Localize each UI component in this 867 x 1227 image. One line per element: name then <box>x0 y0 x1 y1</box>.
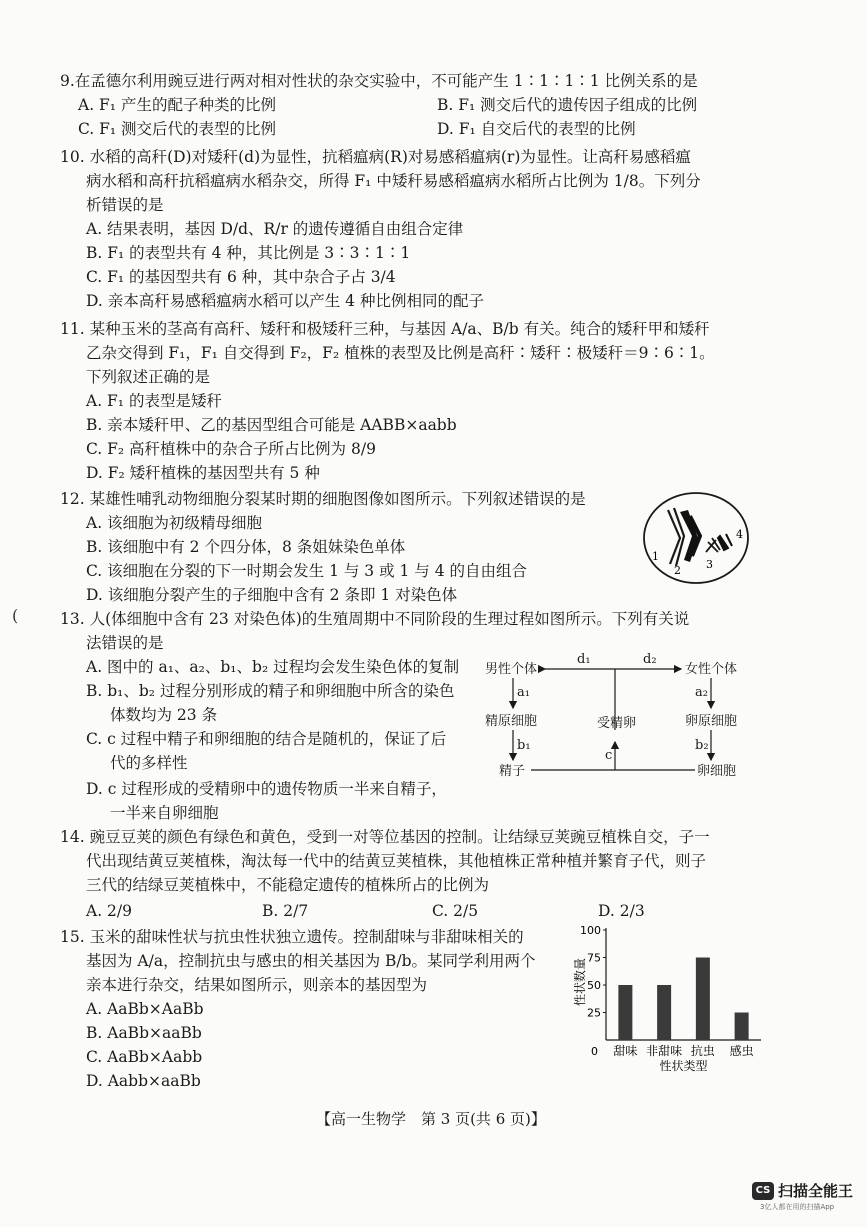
q13-option-d-line1: D. c 过程形成的受精卵中的遗传物质一半来自精子， <box>86 780 447 798</box>
x-tick-label: 非甜味 <box>646 1044 683 1058</box>
camscanner-logo-icon: CS <box>752 1182 774 1200</box>
label-spermatogonium: 精原细胞 <box>485 714 538 729</box>
y-tick-label: 25 <box>587 1006 601 1020</box>
q10-stem-line3: 析错误的是 <box>86 196 164 214</box>
label-c: c <box>605 748 613 763</box>
q13-stem-line1: 13. 人(体细胞中含有 23 对染色体)的生殖周期中不同阶段的生理过程如图所示。下列有关说 <box>60 610 690 628</box>
q10-stem-line2: 病水稻和高秆抗稻瘟病水稻杂交，所得 F₁ 中矮秆易感稻瘟病水稻所占比例为 1/8。下列分 <box>86 172 701 190</box>
q9-option-b: B. F₁ 测交后代的遗传因子组成的比例 <box>437 96 698 114</box>
q14-option-c: C. 2/5 <box>432 902 479 920</box>
q11-option-c: C. F₂ 高秆植株中的杂合子所占比例为 8/9 <box>86 440 376 458</box>
bar <box>618 985 632 1040</box>
y-tick-label: 100 <box>580 924 601 937</box>
q11-stem-line1: 11. 某种玉米的茎高有高秆、矮秆和极矮秆三种，与基因 A/a、B/b 有关。纯合的矮秆甲和矮秆 <box>60 320 710 338</box>
q14-stem-line3: 三代的结绿豆荚植株中，不能稳定遗传的植株所占的比例为 <box>86 876 490 894</box>
reproduction-cycle-diagram <box>485 652 755 782</box>
q14-option-a: A. 2/9 <box>86 902 132 920</box>
chromosome-label-2: 2 <box>674 564 681 577</box>
q9-option-d: D. F₁ 自交后代的表型的比例 <box>437 120 636 138</box>
q15-option-a: A. AaBb×AaBb <box>86 1000 204 1018</box>
label-male: 男性个体 <box>485 662 538 677</box>
q11-option-a: A. F₁ 的表型是矮秆 <box>86 392 222 410</box>
q15-stem-line3: 亲本进行杂交，结果如图所示，则亲本的基因型为 <box>86 976 428 994</box>
y-axis-label: 性状数量 <box>573 957 587 1007</box>
q10-option-b: B. F₁ 的表型共有 4 种，其比例是 3∶3∶1∶1 <box>86 244 411 262</box>
y-tick-label: 75 <box>587 951 601 965</box>
q12-option-d: D. 该细胞分裂产生的子细胞中含有 2 条即 1 对染色体 <box>86 586 458 604</box>
q12-stem: 12. 某雄性哺乳动物细胞分裂某时期的细胞图像如图所示。下列叙述错误的是 <box>60 490 586 508</box>
chromosome-4 <box>718 534 732 550</box>
scanner-tagline: 3亿人都在用的扫描App <box>760 1203 835 1211</box>
q15-option-d: D. Aabb×aaBb <box>86 1072 201 1090</box>
q13-option-a: A. 图中的 a₁、a₂、b₁、b₂ 过程均会发生染色体的复制 <box>86 658 460 676</box>
chromosome-1 <box>668 508 684 566</box>
q9-option-c: C. F₁ 测交后代的表型的比例 <box>78 120 277 138</box>
y-tick-label: 50 <box>587 979 601 992</box>
label-egg: 卵细胞 <box>697 764 737 779</box>
x-axis-label: 性状类型 <box>659 1059 708 1072</box>
y-tick-label: 0 <box>591 1045 598 1058</box>
cell-division-figure <box>640 490 752 586</box>
chromosome-3 <box>706 538 720 552</box>
q11-option-b: B. 亲本矮秆甲、乙的基因型组合可能是 AABB×aabb <box>86 416 457 434</box>
q13-option-b-line2: 体数均为 23 条 <box>110 706 218 724</box>
label-zygote: 受精卵 <box>597 716 637 731</box>
label-sperm: 精子 <box>499 764 526 779</box>
q13-option-d-line2: 一半来自卵细胞 <box>110 804 219 822</box>
scanner-app-name: 扫描全能王 <box>778 1182 854 1200</box>
q10-option-c: C. F₁ 的基因型共有 6 种，其中杂合子占 3/4 <box>86 268 396 286</box>
cell-division-svg <box>640 490 752 586</box>
q10-stem-line1: 10. 水稻的高秆(D)对矮秆(d)为显性，抗稻瘟病(R)对易感稻瘟病(r)为显性。让高秆易感稻瘟 <box>60 148 691 166</box>
q11-stem-line3: 下列叙述正确的是 <box>86 368 211 386</box>
label-a1: a₁ <box>517 685 530 700</box>
q14-option-b: B. 2/7 <box>262 902 309 920</box>
label-female: 女性个体 <box>685 662 738 677</box>
bar-chart-svg <box>566 922 766 1072</box>
q12-option-c: C. 该细胞在分裂的下一时期会发生 1 与 3 或 1 与 4 的自由组合 <box>86 562 528 580</box>
bar <box>657 985 671 1040</box>
margin-bracket: ( <box>12 606 19 625</box>
q15-option-b: B. AaBb×aaBb <box>86 1024 202 1042</box>
q13-stem-line2: 法错误的是 <box>86 634 164 652</box>
page-footer: 【高一生物学 第 3 页(共 6 页)】 <box>316 1110 546 1128</box>
q14-stem-line1: 14. 豌豆豆荚的颜色有绿色和黄色，受到一对等位基因的控制。让结绿豆荚豌豆植株自交，子一 <box>60 828 710 846</box>
bar <box>735 1013 749 1041</box>
q15-stem-line1: 15. 玉米的甜味性状与抗虫性状独立遗传。控制甜味与非甜味相关的 <box>60 928 524 946</box>
q13-option-b-line1: B. b₁、b₂ 过程分别形成的精子和卵细胞中所含的染色 <box>86 682 455 700</box>
q10-option-d: D. 亲本高秆易感稻瘟病水稻可以产生 4 种比例相同的配子 <box>86 292 484 310</box>
x-tick-label: 感虫 <box>729 1044 754 1058</box>
q15-stem-line2: 基因为 A/a，控制抗虫与感虫的相关基因为 B/b。某同学利用两个 <box>86 952 536 970</box>
chromosome-label-3: 3 <box>706 558 713 571</box>
chromosome-label-1: 1 <box>652 550 659 563</box>
q11-option-d: D. F₂ 矮秆植株的基因型共有 5 种 <box>86 464 320 482</box>
q14-stem-line2: 代出现结黄豆荚植株，淘汰每一代中的结黄豆荚植株，其他植株正常种植并繁育子代，则子 <box>86 852 707 870</box>
trait-bar-chart <box>566 922 766 1072</box>
q11-stem-line2: 乙杂交得到 F₁，F₁ 自交得到 F₂，F₂ 植株的表型及比例是高秆∶矮秆∶极矮秆＝9∶6∶1。 <box>86 344 715 362</box>
q9-stem: 9.在孟德尔利用豌豆进行两对相对性状的杂交实验中，不可能产生 1∶1∶1∶1 比例关系的是 <box>60 72 698 90</box>
label-d1: d₁ <box>577 652 591 667</box>
x-tick-label: 甜味 <box>613 1044 638 1058</box>
q13-option-c-line1: C. c 过程中精子和卵细胞的结合是随机的，保证了后 <box>86 730 447 748</box>
label-oogonium: 卵原细胞 <box>685 714 738 729</box>
label-a2: a₂ <box>695 685 708 700</box>
scanner-badge <box>752 1180 854 1211</box>
label-b1: b₁ <box>517 738 531 753</box>
label-b2: b₂ <box>695 738 709 753</box>
q12-option-a: A. 该细胞为初级精母细胞 <box>86 514 263 532</box>
q14-option-d: D. 2/3 <box>598 902 645 920</box>
q9-option-a: A. F₁ 产生的配子种类的比例 <box>78 96 276 114</box>
q10-option-a: A. 结果表明，基因 D/d、R/r 的遗传遵循自由组合定律 <box>86 220 464 238</box>
label-d2: d₂ <box>643 652 657 667</box>
q15-option-c: C. AaBb×Aabb <box>86 1048 203 1066</box>
q13-option-c-line2: 代的多样性 <box>110 754 188 772</box>
q12-option-b: B. 该细胞中有 2 个四分体，8 条姐妹染色单体 <box>86 538 406 556</box>
bar <box>696 958 710 1041</box>
chromosome-label-4: 4 <box>736 528 743 541</box>
x-tick-label: 抗虫 <box>690 1044 715 1058</box>
